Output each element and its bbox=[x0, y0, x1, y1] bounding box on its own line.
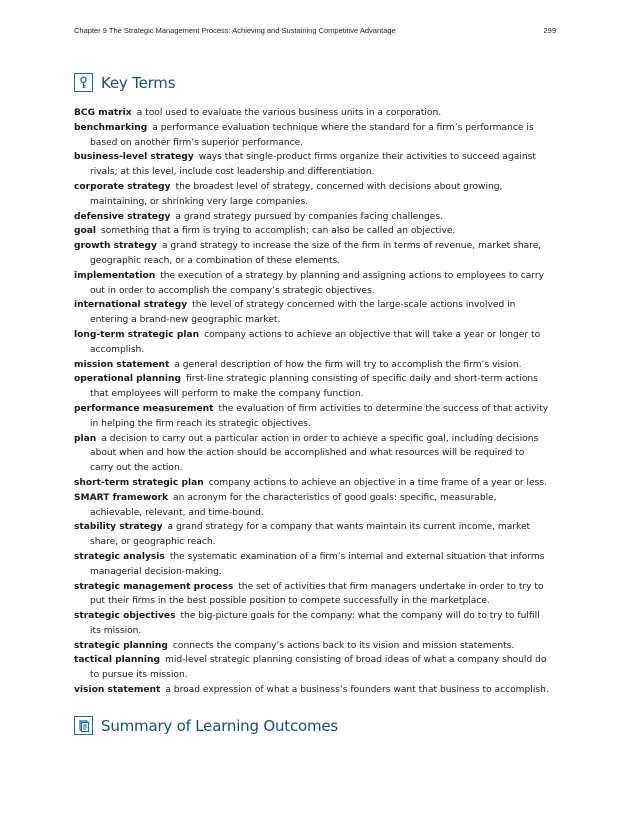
key-term-word: tactical planning bbox=[74, 655, 160, 666]
key-term-word: performance measurement bbox=[74, 403, 214, 414]
key-term-definition: an acronym for the characteristics of good goals: specific, measurable, achievable, relevant, and time-bound. bbox=[90, 492, 497, 518]
key-term-definition: a grand strategy for a company that wants maintain its current income, market share, or geographic reach. bbox=[90, 522, 531, 548]
key-term-entry bbox=[74, 328, 550, 358]
key-term-word: strategic analysis bbox=[74, 551, 165, 562]
key-term-entry bbox=[74, 210, 550, 225]
key-term-word: defensive strategy bbox=[74, 211, 171, 222]
key-term-entry bbox=[74, 520, 550, 550]
key-term-definition: a performance evaluation technique where the standard for a firm’s performance is based on another firm’s superior performance. bbox=[90, 122, 534, 148]
key-term-entry bbox=[74, 491, 550, 521]
key-term-definition: ways that single-product firms organize their activities to succeed against rivals; at this level, include cost leadership and differentiation. bbox=[90, 152, 536, 178]
key-term-entry bbox=[74, 550, 550, 580]
key-term-word: implementation bbox=[74, 270, 156, 281]
key-term-definition: something that a firm is trying to accomplish; can also be called an objective. bbox=[101, 226, 456, 237]
key-terms-title: Key Terms bbox=[101, 73, 176, 92]
key-term-entry bbox=[74, 432, 550, 476]
summary-heading bbox=[74, 716, 338, 735]
key-term-entry bbox=[74, 150, 550, 180]
key-term-word: business-level strategy bbox=[74, 152, 194, 163]
key-term-entry bbox=[74, 180, 550, 210]
key-term-definition: connects the company’s actions back to its vision and mission statements. bbox=[172, 640, 515, 651]
key-term-entry bbox=[74, 224, 550, 239]
key-term-entry bbox=[74, 372, 550, 402]
key-term-definition: first-line strategic planning consisting of specific daily and short-term actions that employees will perform to make the company function. bbox=[90, 374, 538, 400]
summary-title: Summary of Learning Outcomes bbox=[101, 716, 339, 735]
key-term-definition: a broad expression of what a business’s founders want that business to accomplish. bbox=[165, 685, 549, 696]
key-terms-list bbox=[74, 106, 550, 698]
key-term-definition: the big-picture goals for the company: what the company will do to try to fulfill its mission. bbox=[90, 611, 540, 636]
key-term-entry bbox=[74, 298, 550, 328]
key-term-definition: company actions to achieve an objective in a time frame of a year or less. bbox=[208, 477, 548, 488]
key-term-word: strategic planning bbox=[74, 640, 168, 651]
key-term-entry bbox=[74, 476, 550, 491]
key-term-word: plan bbox=[74, 433, 97, 444]
key-term-entry bbox=[74, 358, 550, 373]
key-term-definition: the execution of a strategy by planning and assigning actions to employees to carry out in order to accomplish the company’s strategic objectives. bbox=[90, 270, 545, 296]
key-term-definition: mid-level strategic planning consisting of broad ideas of what a company should do to pursue its mission. bbox=[90, 655, 547, 681]
key-term-definition: the set of activities that firm managers undertake in order to try to put their firms in the best possible position to compete successfully in the marketplace. bbox=[90, 581, 544, 607]
key-term-word: international strategy bbox=[74, 300, 188, 311]
running-header bbox=[74, 26, 556, 35]
key-term-entry bbox=[74, 106, 550, 121]
key-term-definition: a grand strategy to increase the size of the firm in terms of revenue, market share, geographic reach, or a combination of these elements. bbox=[90, 241, 542, 266]
key-term-entry bbox=[74, 402, 550, 432]
key-term-definition: a decision to carry out a particular action in order to achieve a specific goal, including decisions about when and how the action should be accomplished and what resources will be required to carry out the action. bbox=[90, 433, 539, 474]
key-term-word: stability strategy bbox=[74, 522, 163, 533]
key-term-definition: the broadest level of strategy, concerned with decisions about growing, maintaining, or shrinking very large companies. bbox=[90, 181, 503, 207]
key-term-definition: a general description of how the firm will try to accomplish the firm’s vision. bbox=[174, 359, 522, 370]
document-icon bbox=[74, 716, 93, 735]
key-term-word: short-term strategic plan bbox=[74, 477, 204, 488]
key-term-word: strategic objectives bbox=[74, 611, 176, 622]
key-term-definition: the evaluation of firm activities to determine the success of that activity in helping the firm reach its strategic objectives. bbox=[90, 403, 549, 429]
page-number: 299 bbox=[543, 26, 556, 35]
key-term-entry bbox=[74, 580, 550, 610]
key-term-entry bbox=[74, 609, 550, 639]
key-terms-heading bbox=[74, 73, 175, 92]
key-icon bbox=[74, 73, 93, 92]
key-term-word: mission statement bbox=[74, 359, 170, 370]
key-term-word: long-term strategic plan bbox=[74, 329, 200, 340]
key-term-entry bbox=[74, 121, 550, 151]
key-term-entry bbox=[74, 269, 550, 299]
key-term-word: operational planning bbox=[74, 374, 181, 385]
key-term-word: corporate strategy bbox=[74, 181, 171, 192]
key-term-definition: company actions to achieve an objective that will take a year or longer to accomplish. bbox=[90, 329, 541, 355]
key-term-word: strategic management process bbox=[74, 581, 234, 592]
key-term-word: goal bbox=[74, 226, 97, 237]
key-term-definition: the systematic examination of a firm’s internal and external situation that informs managerial decision-making. bbox=[90, 551, 545, 577]
chapter-title: Chapter 9 The Strategic Management Process: Achieving and Sustaining Competitive Advantage bbox=[74, 26, 396, 35]
key-term-entry bbox=[74, 639, 550, 654]
key-term-word: benchmarking bbox=[74, 122, 148, 133]
key-term-entry bbox=[74, 239, 550, 269]
key-term-word: vision statement bbox=[74, 685, 161, 696]
key-term-entry bbox=[74, 683, 550, 698]
key-term-entry bbox=[74, 653, 550, 683]
key-term-word: growth strategy bbox=[74, 241, 157, 252]
key-term-definition: a tool used to evaluate the various business units in a corporation. bbox=[136, 108, 442, 118]
key-term-definition: a grand strategy pursued by companies facing challenges. bbox=[175, 211, 444, 222]
key-term-word: SMART framework bbox=[74, 492, 169, 503]
key-term-definition: the level of strategy concerned with the large-scale actions involved in entering a brand-new geographic market. bbox=[90, 300, 516, 326]
key-term-word: BCG matrix bbox=[74, 108, 132, 118]
